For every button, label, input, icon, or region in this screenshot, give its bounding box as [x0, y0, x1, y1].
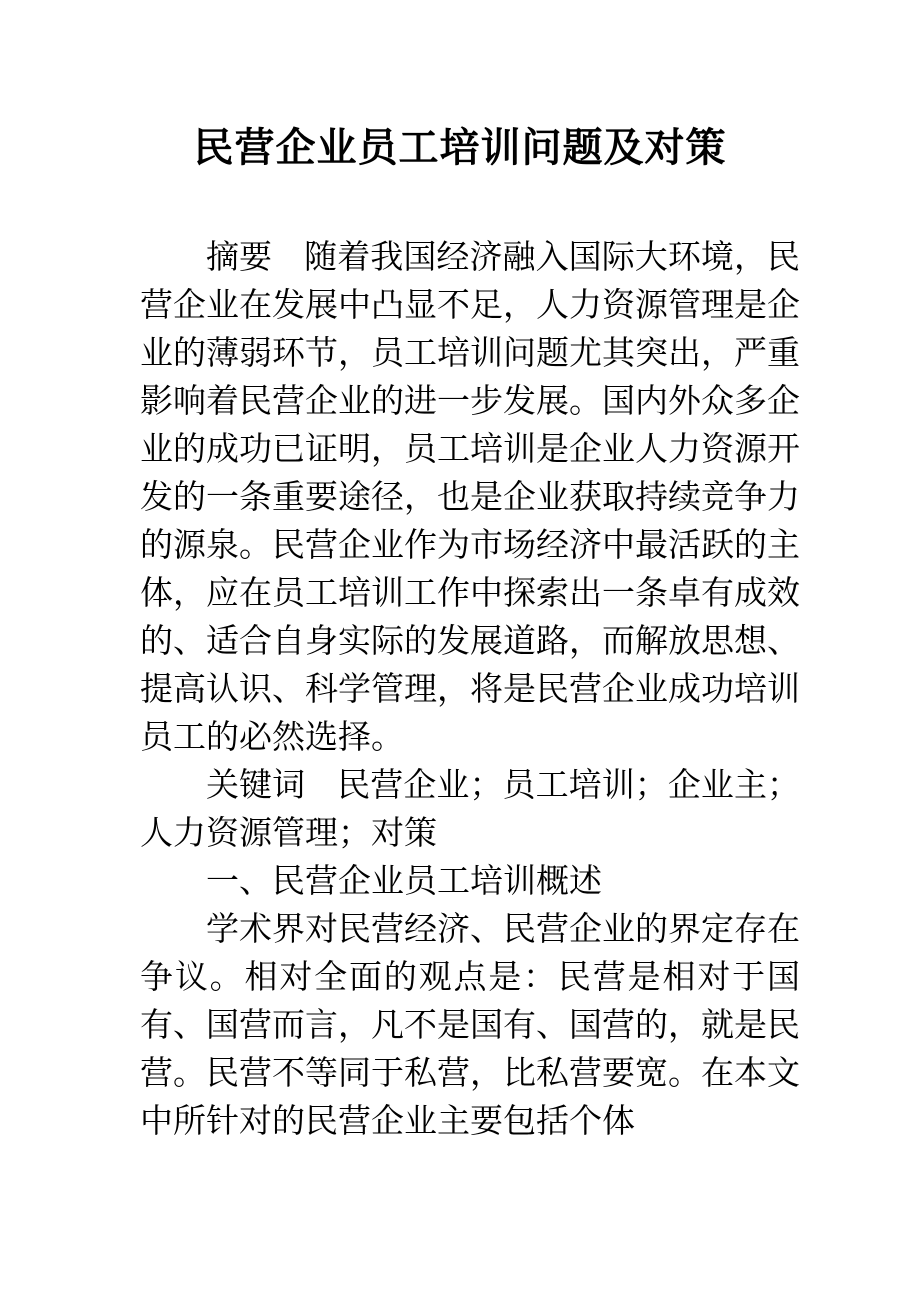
document-body	[140, 233, 800, 1145]
abstract-paragraph	[140, 233, 800, 761]
keywords-paragraph	[140, 761, 800, 857]
document-title: 民营企业员工培训问题及对策	[193, 124, 727, 171]
keywords-label: 关键词	[206, 765, 306, 804]
section-heading: 一、民营企业员工培训概述	[206, 861, 602, 900]
abstract-label: 摘要	[206, 237, 273, 276]
keywords-text: 民营企业；员工培训；企业主；人力资源管理；对策	[140, 765, 801, 852]
section-body-paragraph: 学术界对民营经济、民营企业的界定存在争议。相对全面的观点是：民营是相对于国有、国营而言，凡不是国有、国营的，就是民营。民营不等同于私营，比私营要宽。在本文中所针对的民营企业主要包括个体	[140, 909, 800, 1140]
abstract-text: 随着我国经济融入国际大环境，民营企业在发展中凸显不足，人力资源管理是企业的薄弱环节，员工培训问题尤其突出，严重影响着民营企业的进一步发展。国内外众多企业的成功已证明，员工培训是企业人力资源开发的一条重要途径，也是企业获取持续竞争力的源泉。民营企业作为市场经济中最活跃的主体，应在员工培训工作中探索出一条卓有成效的、适合自身实际的发展道路，而解放思想、提高认识、科学管理，将是民营企业成功培训员工的必然选择。	[140, 237, 801, 756]
